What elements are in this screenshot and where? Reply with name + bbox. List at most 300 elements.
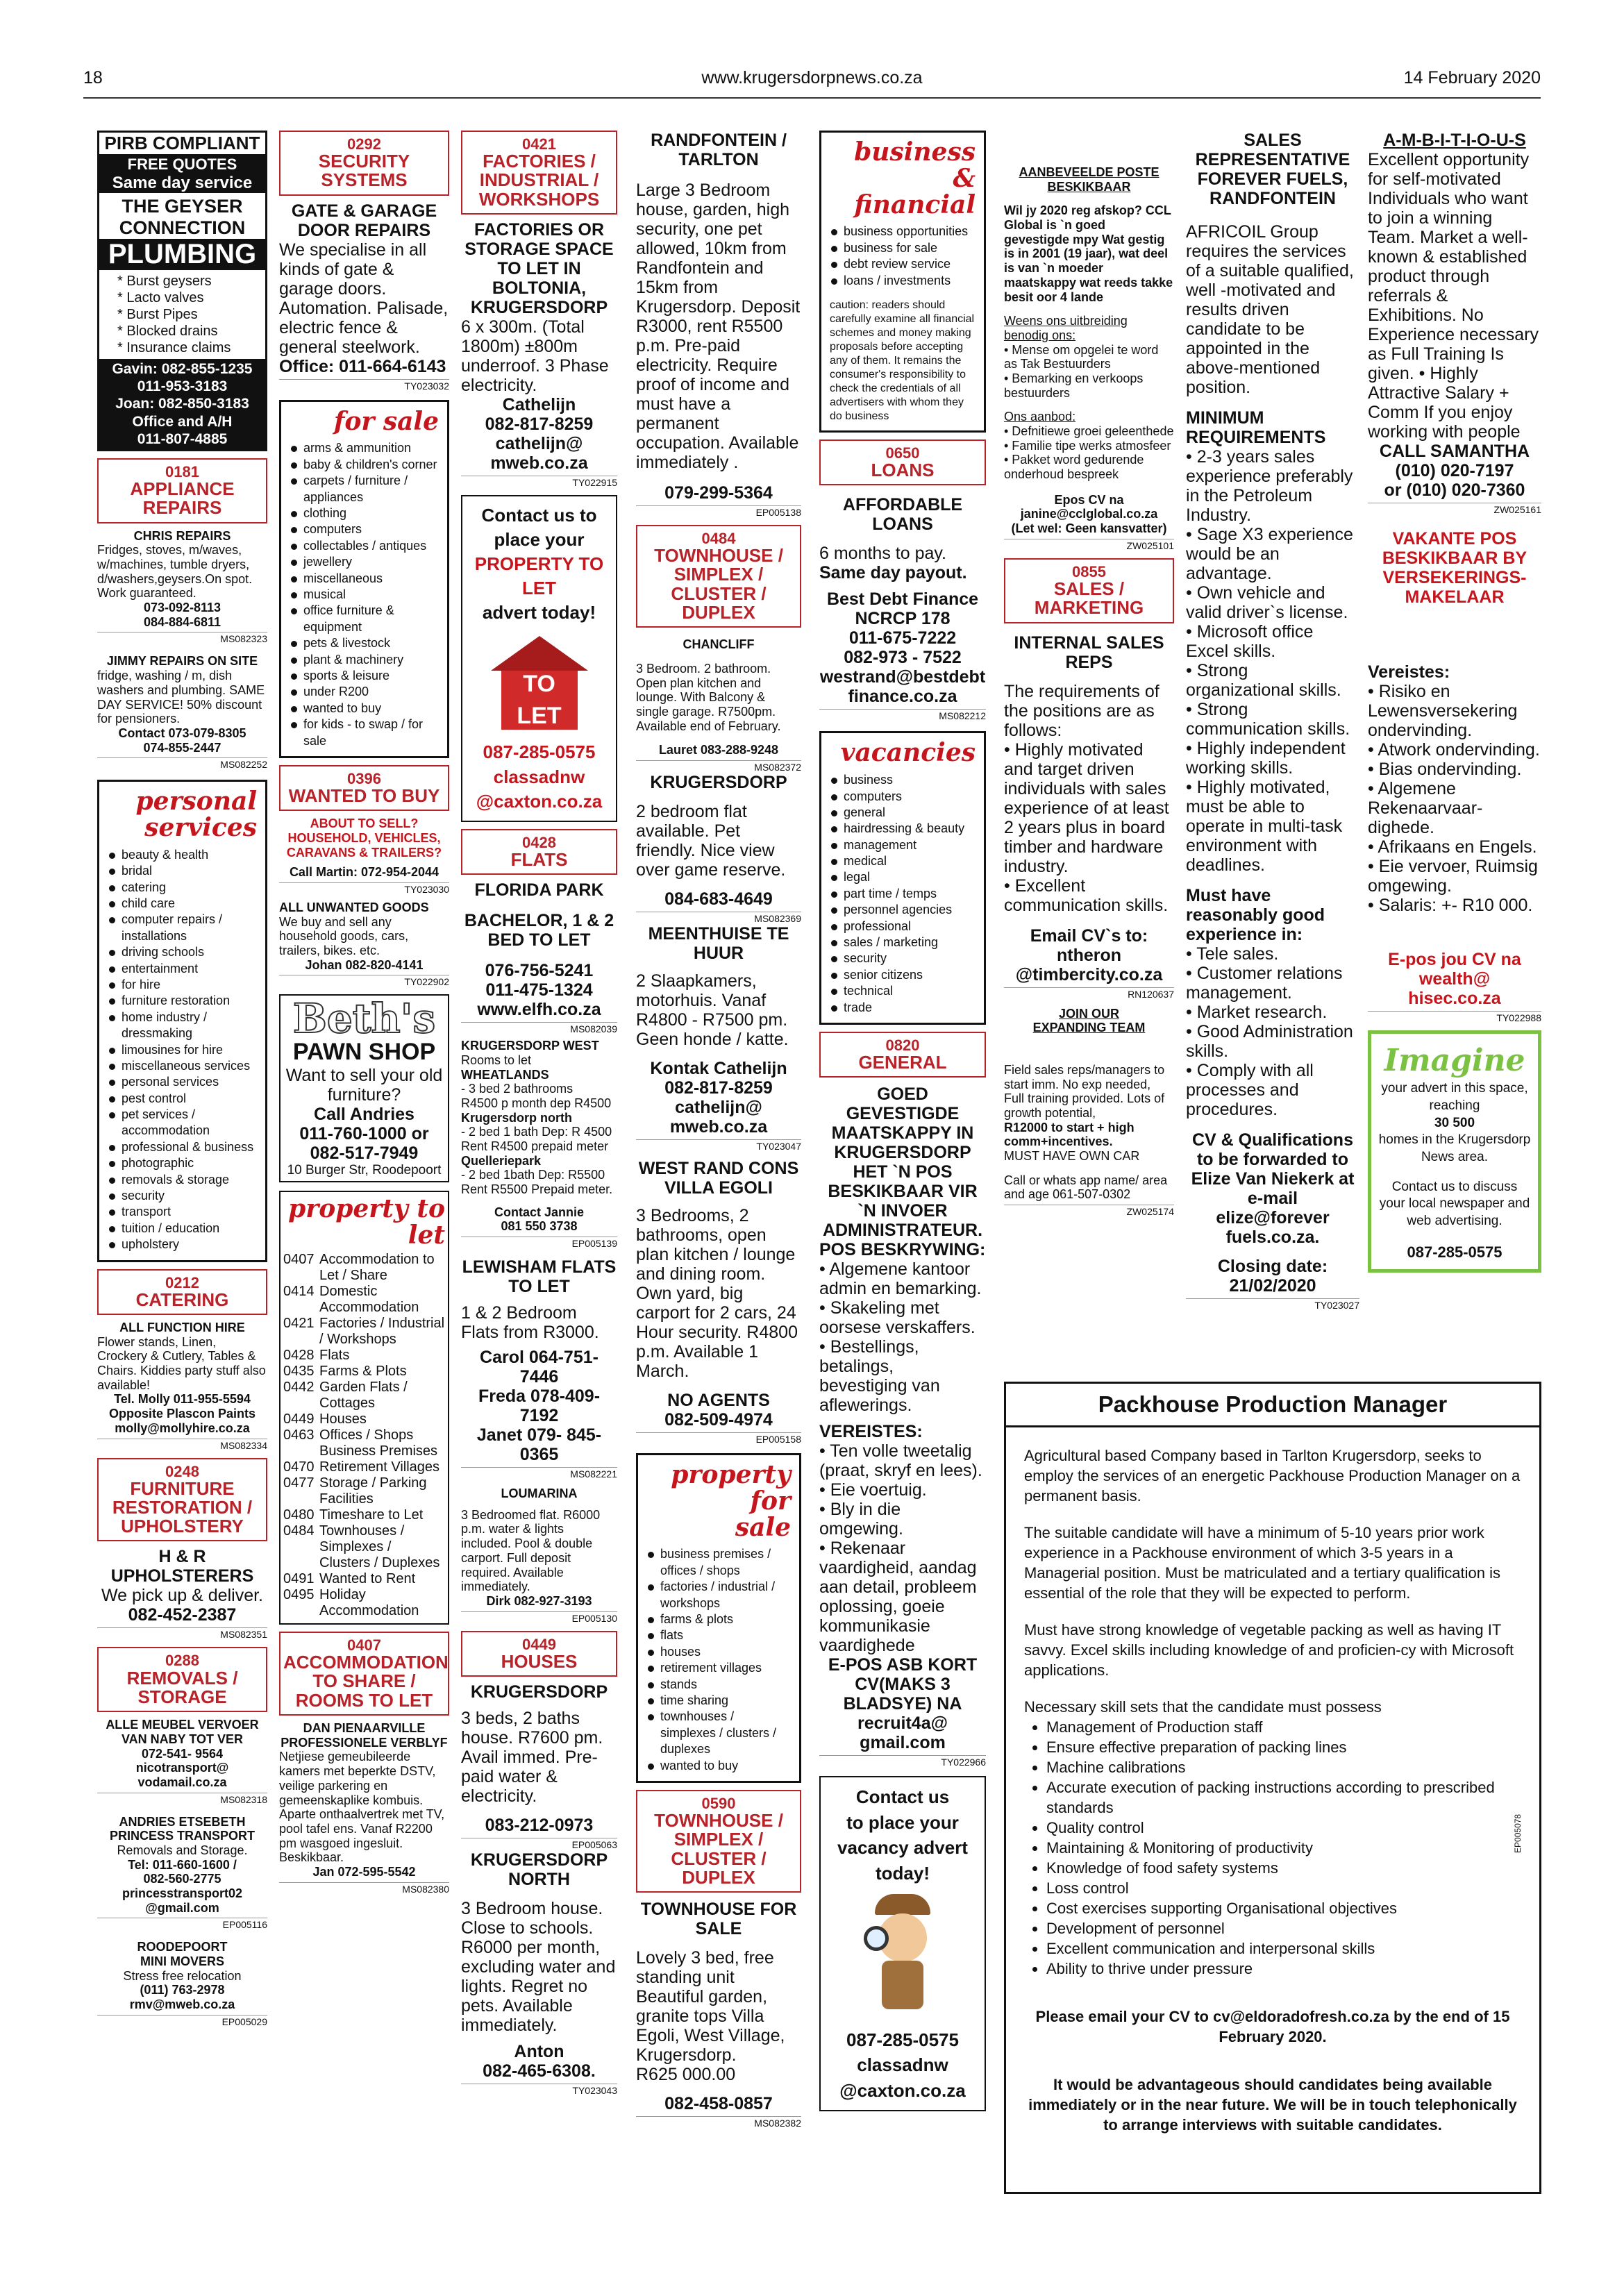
category-number: 0855 — [1072, 562, 1106, 580]
list-item[interactable]: business for sale — [830, 240, 976, 256]
property-to-let-item[interactable] — [283, 1348, 445, 1364]
list-item[interactable]: beauty & health — [108, 847, 257, 863]
ad-email[interactable]: vodamail.co.za — [137, 1775, 227, 1789]
ad-heading: MINIMUM REQUIREMENTS — [1186, 408, 1326, 447]
list-item[interactable]: business premises / offices / shops — [646, 1546, 791, 1579]
category-header — [1004, 558, 1174, 623]
ad-text: • Defnitiewe groei geleenthede — [1004, 424, 1174, 438]
ad-price: R625 000.00 — [636, 2065, 736, 2085]
ad-ref: MS082334 — [97, 1439, 267, 1451]
caution-text: caution: readers should carefully examine all financial schemes and money making proposals before accepting any of them. It remains the consumer's responsibility to check the credentials of all advertisers with whom they do business — [830, 299, 975, 422]
personal-services-box — [97, 780, 267, 1262]
ad-text: Agricultural based Company based in Tarlton Krugersdorp, seeks to employ the services of an energetic Packhouse Production Manager on a permanent basis. — [1024, 1446, 1521, 1505]
ad-text: 2 bedroom flat available. Pet friendly. Nice view over game reserve. — [636, 802, 786, 880]
list-item[interactable]: miscellaneous — [290, 571, 439, 587]
ad-ref: MS082372 — [636, 760, 801, 773]
property-to-let-item[interactable] — [283, 1364, 445, 1380]
list-item[interactable]: catering — [108, 880, 257, 896]
list-item[interactable]: part time / temps — [830, 886, 976, 902]
list-item[interactable]: computers — [290, 521, 439, 537]
ad-email[interactable]: hisec.co.za — [1408, 989, 1501, 1008]
category-number: 0435 — [283, 1364, 315, 1380]
ad-text: - 3 bed 2 bathrooms — [461, 1082, 574, 1096]
category-number: 0650 — [885, 444, 920, 462]
property-for-sale-list — [646, 1546, 791, 1773]
ad-heading: JOIN OUR — [1058, 1006, 1119, 1021]
ad-heading: RANDFONTEIN / TARLTON — [651, 131, 787, 169]
ad-text: It would be advantageous should candidates being available immediately or in the near future. We will be in touch telephonically to arrange interviews with suitable candidates. — [1028, 2076, 1517, 2134]
ad-heading: ALL UNWANTED GOODS — [279, 900, 429, 915]
column-4 — [636, 131, 801, 2129]
list-item[interactable]: entertainment — [108, 961, 257, 977]
ad-text: fridge, washing / m, dish washers and plumbing. SAME DAY SERVICE! 50% discount for pensioners. — [97, 669, 265, 726]
ad-text: place your — [494, 529, 585, 551]
list-item[interactable]: musical — [290, 587, 439, 603]
ad-website[interactable]: www.elfh.co.za — [477, 1000, 601, 1020]
list-item[interactable]: computer repairs / installations — [108, 912, 257, 944]
property-to-let-item[interactable] — [283, 1316, 445, 1348]
ad-email[interactable]: cathelijn@ — [675, 1098, 762, 1118]
ad-text: E-pos jou CV na — [1388, 950, 1521, 969]
ad-text: 21/02/2020 — [1229, 1276, 1316, 1296]
ad-phone: 082-458-0857 — [664, 2094, 773, 2114]
list-item[interactable]: plant & machinery — [290, 652, 439, 668]
ad-ref: MS082039 — [461, 1022, 617, 1034]
ad-heading: Best Debt Finance NCRCP 178 — [826, 589, 979, 629]
ad-text: • Atwork ondervinding. — [1368, 740, 1540, 760]
list-item[interactable]: stands — [646, 1677, 791, 1693]
list-item[interactable]: baby & children's corner — [290, 457, 439, 473]
ad-contact: CALL SAMANTHA — [1379, 442, 1530, 461]
section-title: vacancies — [840, 738, 976, 768]
ad-text: • Ten volle tweetalig (praat, skryf en lees). — [819, 1441, 982, 1481]
ad-ref: MS082351 — [97, 1627, 267, 1640]
ad-contact: Anton — [514, 2041, 564, 2061]
list-item[interactable]: factories / industrial / workshops — [646, 1579, 791, 1611]
ad-text: • Own vehicle and valid driver`s license. — [1186, 583, 1348, 622]
category-label: Timeshare to Let — [319, 1507, 424, 1523]
list-item[interactable]: transport — [108, 1204, 257, 1220]
list-item[interactable]: upholstery — [108, 1237, 257, 1252]
ad-text: • Bemarking en verkoops bestuurders — [1004, 371, 1144, 400]
list-item[interactable]: jewellery — [290, 554, 439, 570]
category-title: TOWNHOUSE / SIMPLEX / CLUSTER / DUPLEX — [654, 545, 783, 623]
ad-heading: A-M-B-I-T-I-O-U-S — [1383, 131, 1526, 150]
ad-ref: EP005139 — [461, 1237, 617, 1249]
ad-address: 10 Burger Str, Roodepoort — [287, 1163, 442, 1178]
property-to-let-item[interactable] — [283, 1507, 445, 1523]
ad-heading: MEENTHUISE TE HUUR — [648, 924, 789, 964]
ad-phone: Call Martin: 072-954-2044 — [289, 865, 440, 880]
category-number: 0590 — [701, 1794, 736, 1812]
section-title: personal — [135, 787, 257, 816]
list-item[interactable]: limousines for hire — [108, 1042, 257, 1058]
property-to-let-item[interactable] — [283, 1380, 445, 1411]
ad-phone: 072-541- 9564 — [141, 1746, 224, 1761]
ad-heading: TOWNHOUSE FOR SALE — [640, 1900, 797, 1939]
ad-ref: MS082318 — [97, 1793, 267, 1805]
list-item[interactable]: personal services — [108, 1074, 257, 1090]
ad-email[interactable]: fuels.co.za. — [1225, 1227, 1320, 1247]
ad-ref: MS082212 — [819, 709, 986, 721]
category-number: 0495 — [283, 1587, 315, 1603]
plumbing-ad — [97, 131, 267, 451]
list-item[interactable]: technical — [830, 983, 976, 999]
ad-text: • Algemene Rekenaarvaar-dighede. — [1368, 779, 1483, 837]
list-item[interactable]: wanted to buy — [646, 1758, 791, 1774]
category-label: Garden Flats / Cottages — [319, 1380, 408, 1411]
list-item[interactable]: flats — [646, 1627, 791, 1643]
list-item[interactable]: houses — [646, 1644, 791, 1660]
list-item[interactable]: hairdressing & beauty — [830, 821, 976, 837]
ad-ref: EP005130 — [461, 1611, 617, 1624]
ad-phone: Johan 082-820-4141 — [305, 957, 424, 972]
ad-text: Rent R5500 Prepaid meter. — [461, 1182, 613, 1196]
ad-text: • Eie vervoer, Ruimsig omgewing. — [1368, 857, 1538, 896]
list-item[interactable]: child care — [108, 896, 257, 912]
ad-heading: KRUGERSDORP — [650, 773, 787, 793]
ad-phone: 082-452-2387 — [128, 1605, 237, 1625]
list-item[interactable]: trade — [830, 1000, 976, 1016]
list-item[interactable]: collectables / antiques — [290, 538, 439, 554]
list-item[interactable]: retirement villages — [646, 1660, 791, 1676]
ad-text: Opposite Plascon Paints — [108, 1407, 256, 1421]
business-financial-box — [819, 131, 986, 433]
category-header — [461, 1631, 617, 1677]
list-item[interactable]: security — [830, 950, 976, 966]
ad-ref: TY022988 — [1368, 1011, 1541, 1023]
ad-phone: Contact 073-079-8305 — [118, 726, 246, 740]
ad-text: Removals and Storage. — [117, 1843, 248, 1857]
list-item: * Lacto valves — [117, 290, 204, 305]
ad-text: 30 500 — [1434, 1115, 1475, 1130]
list-item[interactable]: personnel agencies — [830, 902, 976, 918]
ad-heading: MINI MOVERS — [140, 1954, 224, 1969]
ad-text: • Algemene kantoor admin en bemarking. — [819, 1259, 982, 1299]
pirb-title: PIRB COMPLIANT — [99, 133, 265, 156]
category-label: Holiday Accommodation — [319, 1587, 419, 1619]
ad-ref: MS082221 — [461, 1467, 617, 1480]
category-header — [97, 1269, 267, 1315]
category-header — [97, 1458, 267, 1542]
list-item[interactable]: computers — [830, 789, 976, 805]
list-item[interactable]: for hire — [108, 977, 257, 993]
list-item[interactable]: pets & livestock — [290, 635, 439, 651]
ad-text: 3 Bedrooms, 2 bathrooms, open plan kitchen / lounge and dining room. Own yard, big carport for 2 cars, 24 Hour security. R4800 p.m. Available 1 March. — [636, 1206, 798, 1382]
ad-phone: Call or whats app name/ area and age 061-507-0302 — [1004, 1173, 1168, 1202]
category-header — [636, 525, 801, 628]
ad-email[interactable]: classadnw — [493, 766, 585, 787]
contact-line: 011-953-3183 — [137, 378, 228, 395]
ad-phone: 082-973 - 7522 — [844, 648, 962, 668]
pawn-shop-title: PAWN SHOP — [292, 1039, 436, 1066]
ad-text: • Rekenaar vaardigheid, aandag aan detail, probleem oplossing, goeie kommunikasie vaardighede — [819, 1539, 977, 1656]
list-item: • Loss control — [1046, 1878, 1521, 1898]
ad-ref: EP005029 — [97, 2015, 267, 2027]
list-item[interactable]: general — [830, 805, 976, 821]
property-to-let-item[interactable] — [283, 1252, 445, 1284]
list-item[interactable]: tuition / education — [108, 1221, 257, 1237]
connection: CONNECTION — [119, 217, 246, 238]
section-title: property to — [288, 1194, 445, 1224]
contact-vacancy-ad — [819, 1776, 986, 2111]
ad-phone: (010) 020-7197 — [1395, 461, 1514, 480]
ad-phone: Janet 079- 845-0365 — [476, 1425, 602, 1465]
list-item[interactable]: business — [830, 772, 976, 788]
ad-text: 3 Bedroom. 2 bathroom. Open plan kitchen and lounge. With Balcony & single garage. R7500pm. Available end of February. — [636, 661, 781, 733]
list-item[interactable]: under R200 — [290, 684, 439, 700]
ad-text: • Bestellings, betalings, bevestiging van aflewerings. — [819, 1337, 940, 1416]
list-item[interactable]: security — [108, 1188, 257, 1204]
property-to-let-item[interactable] — [283, 1587, 445, 1619]
list-item[interactable]: management — [830, 837, 976, 853]
category-number: 0428 — [522, 833, 556, 851]
list-item[interactable]: medical — [830, 853, 976, 869]
property-to-let-item[interactable] — [283, 1459, 445, 1475]
ad-text: - 2 bed 1bath Dep: R5500 — [461, 1168, 605, 1182]
category-header — [97, 1647, 267, 1712]
ad-text: Netjiese gemeubileerde kamers met beperkte DSTV, veilige parkering en gemeenskaplike kombuis. Aparte onthaalvertrek met TV, pool tafel ens. Vanaf R2200 pm wasgoed ingesluit. Beskikbaar. — [279, 1750, 445, 1865]
property-to-let-item[interactable] — [283, 1427, 445, 1459]
ad-heading: ALL FUNCTION HIRE — [119, 1321, 245, 1334]
ad-text: Rooms to let — [461, 1053, 532, 1067]
list-item[interactable]: pest control — [108, 1091, 257, 1107]
ad-heading: UPHOLSTERERS — [110, 1566, 254, 1586]
list-item[interactable]: removals & storage — [108, 1172, 257, 1188]
property-to-let-item[interactable] — [283, 1284, 445, 1316]
section-title: property for — [671, 1460, 791, 1516]
category-number: 0820 — [885, 1037, 920, 1054]
ad-ref: ZW025174 — [1004, 1205, 1174, 1217]
category-label: Townhouses / Simplexes / Clusters / Duplexes — [319, 1523, 440, 1571]
property-to-let-item[interactable] — [283, 1571, 445, 1587]
property-to-let-box — [279, 1191, 449, 1625]
ad-heading: AANBEVEELDE POSTE BESKIKBAAR — [1019, 165, 1160, 194]
plumbing-list — [99, 270, 265, 359]
ad-text: 6 months to pay. — [819, 544, 946, 564]
section-title: services — [144, 813, 257, 843]
category-header — [819, 1032, 986, 1078]
ad-email[interactable]: recruit4a@ — [857, 1713, 948, 1734]
list-item[interactable]: furniture restoration — [108, 993, 257, 1009]
ad-email[interactable]: cathelijn@ — [495, 433, 583, 453]
ad-text: • Risiko en Lewensversekering ondervinding. — [1368, 682, 1518, 740]
for-sale-box — [279, 400, 449, 758]
list-item[interactable]: clothing — [290, 505, 439, 521]
ad-text: • Bly in die omgewing. — [819, 1500, 903, 1539]
ad-text: • Pakket word gedurende onderhoud bespreek — [1004, 453, 1144, 482]
ad-phone: Jan 072-595-5542 — [312, 1864, 416, 1879]
ad-phone: 079-299-5364 — [664, 483, 773, 503]
contact-property-ad — [461, 495, 617, 822]
list-item[interactable]: time sharing — [646, 1693, 791, 1709]
list-item[interactable]: sales / marketing — [830, 935, 976, 950]
ad-heading: H & R — [158, 1547, 206, 1567]
category-header — [461, 829, 617, 875]
ad-email[interactable]: @caxton.co.za — [839, 2079, 966, 2101]
contact-line: Joan: 082-850-3183 — [115, 396, 249, 412]
category-number: 0407 — [347, 1636, 381, 1654]
list-item[interactable]: farms & plots — [646, 1611, 791, 1627]
column-3 — [461, 131, 617, 2096]
category-number: 0449 — [283, 1411, 315, 1427]
ad-text: 3 Bedroom house. Close to schools. R6000 per month, excluding water and lights. Regret no pets. Available immediately. — [461, 1898, 616, 2035]
ad-email[interactable]: @gmail.com — [145, 1900, 219, 1915]
site-url[interactable]: www.krugersdorpnews.co.za — [701, 68, 923, 87]
ad-text: • Market research. — [1186, 1003, 1328, 1022]
ad-email[interactable]: rmv@mweb.co.za — [129, 1997, 235, 2012]
ad-text: vacancy advert — [837, 1837, 968, 1859]
list-item: • Accurate execution of packing instructions according to prescribed standards — [1046, 1777, 1521, 1818]
contact-line: Gavin: 082-855-1235 — [112, 361, 253, 377]
skills-list — [1046, 1717, 1521, 1979]
ad-text: Fridges, stoves, m/waves, w/machines, tumble dryers, d/washers,geysers.On spot. Work guaranteed. — [97, 543, 253, 601]
list-item[interactable]: professional & business — [108, 1139, 257, 1155]
list-item: • Ability to thrive under pressure — [1046, 1959, 1521, 1979]
ad-text: • Microsoft office Excel skills. — [1186, 622, 1314, 661]
category-number: 0484 — [701, 530, 736, 547]
category-label: Farms & Plots — [319, 1364, 407, 1380]
list-item[interactable]: townhouses / simplexes / clusters / duplexes — [646, 1709, 791, 1757]
column-6 — [1004, 131, 1174, 1217]
ad-text: Excellent opportunity for self-motivated Individuals who want to join a winning Team. Market a well-known & established product through referrals & Exhibitions. No Experience necessary as Full Training Is given. • Highly Attractive Salary + Comm If you enjoy working with people — [1368, 150, 1539, 442]
category-title: LOANS — [871, 460, 935, 481]
ad-text: • Excellent communication skills. — [1004, 875, 1169, 915]
ad-phone: 087-285-0575 — [1407, 1243, 1502, 1261]
ad-phone: 084-683-4649 — [664, 889, 773, 910]
property-to-let-item[interactable] — [283, 1411, 445, 1427]
ad-text: • Afrikaans en Engels. — [1368, 837, 1537, 857]
ad-email[interactable]: classadnw — [857, 2054, 948, 2076]
ad-text: We buy and sell any household goods, cars, trailers, bikes. etc. — [279, 914, 409, 958]
category-number: 0449 — [522, 1635, 556, 1653]
ad-heading: Vereistes: — [1368, 662, 1450, 682]
ad-ref: EP005078 — [1513, 1813, 1523, 1853]
category-label: Offices / Shops Business Premises — [319, 1427, 438, 1459]
list-item[interactable]: for kids - to swap / for sale — [290, 717, 439, 749]
ad-text: • Salaris: +- R10 000. — [1368, 896, 1533, 915]
ad-heading: GOED GEVESTIGDE MAATSKAPPY IN KRUGERSDORP HET `N POS BESKIKBAAR VIR `N INVOER ADMINISTRATEUR. — [822, 1084, 983, 1241]
ad-text: • Customer relations management. — [1186, 964, 1343, 1003]
category-number: 0181 — [165, 462, 199, 480]
list-item[interactable]: miscellaneous services — [108, 1058, 257, 1074]
ad-text: Contact us to discuss your local newspaper and web advertising. — [1379, 1179, 1530, 1228]
vacancies-list — [830, 772, 976, 1016]
list-item[interactable]: pet services / accommodation — [108, 1107, 257, 1139]
ad-email[interactable]: gmail.com — [860, 1733, 946, 1753]
ad-text: R4500 p month dep R4500 — [461, 1096, 612, 1110]
list-item[interactable]: wanted to buy — [290, 701, 439, 717]
property-to-let-list — [283, 1252, 445, 1619]
list-item: • Cost exercises supporting Organisational objectives — [1046, 1898, 1521, 1918]
list-item[interactable]: sports & leisure — [290, 668, 439, 684]
category-number: 0421 — [522, 135, 556, 153]
ad-email[interactable]: ntheron — [1056, 945, 1122, 965]
ad-text: Field sales reps/managers to start imm. No exp needed, Full training provided. Lots of growth potential, — [1004, 1062, 1165, 1120]
list-item[interactable]: driving schools — [108, 944, 257, 960]
ad-email[interactable]: wealth@ — [1418, 969, 1491, 989]
ad-text: Necessary skill sets that the candidate must possess — [1024, 1698, 1382, 1716]
list-item[interactable]: loans / investments — [830, 273, 976, 289]
list-item[interactable]: legal — [830, 869, 976, 885]
category-number: 0491 — [283, 1571, 315, 1587]
ad-text: • Highly motivated and target driven individuals with sales experience of at least 2 years plus in board timber and hardware industry. — [1004, 739, 1169, 876]
list-item[interactable]: office furniture & equipment — [290, 603, 439, 635]
property-to-let-item[interactable] — [283, 1523, 445, 1571]
category-number: 0428 — [283, 1348, 315, 1364]
list-item[interactable]: debt review service — [830, 256, 976, 272]
ad-email[interactable]: finance.co.za — [848, 687, 957, 707]
ad-text: • Strong communication skills. — [1186, 700, 1350, 739]
ad-ref: TY022915 — [461, 476, 617, 488]
ad-email[interactable]: nicotransport@ — [135, 1761, 229, 1775]
ad-ref: MS082380 — [279, 1882, 449, 1895]
column-7 — [1186, 131, 1359, 1311]
category-title: REMOVALS / STORAGE — [126, 1667, 238, 1707]
ad-text: Want to sell your old furniture? — [285, 1066, 443, 1105]
ad-phone: Lauret 083-288-9248 — [658, 743, 779, 757]
ad-email[interactable]: mweb.co.za — [669, 1117, 768, 1137]
ad-text: WHEATLANDS — [461, 1067, 549, 1082]
category-title: WANTED TO BUY — [288, 785, 440, 806]
ad-ref: MS082369 — [636, 912, 801, 924]
ad-email[interactable]: molly@mollyhire.co.za — [115, 1421, 250, 1435]
ad-email[interactable]: elize@forever — [1216, 1208, 1330, 1227]
category-label: Retirement Villages — [319, 1459, 440, 1475]
property-to-let-item[interactable] — [283, 1475, 445, 1507]
list-item[interactable]: home industry / dressmaking — [108, 1009, 257, 1042]
ad-text: (Let wel: Geen kansvatter) — [1011, 521, 1167, 536]
section-title: for sale — [333, 406, 439, 436]
ad-heading: VAKANTE POS BESKIKBAAR BY VERSEKERINGS-MAKELAAR — [1382, 529, 1527, 607]
list-item[interactable]: carpets / furniture / appliances — [290, 473, 439, 505]
ad-ref: TY023047 — [636, 1139, 801, 1152]
list-item[interactable]: professional — [830, 919, 976, 935]
ad-heading: FACTORIES OR STORAGE SPACE TO LET IN BOLTONIA, KRUGERSDORP — [464, 219, 614, 317]
category-number: 0470 — [283, 1459, 315, 1475]
beths-pawn-ad — [279, 994, 449, 1182]
category-label: Accommodation to Let / Share — [319, 1252, 435, 1284]
ad-email[interactable]: @caxton.co.za — [476, 790, 603, 812]
ad-email[interactable]: @timbercity.co.za — [1015, 964, 1163, 984]
ad-email[interactable]: princesstransport02 — [122, 1886, 243, 1901]
list-item[interactable]: photographic — [108, 1155, 257, 1171]
ad-heading: KRUGERSDORP — [470, 1682, 608, 1702]
ad-heading: FLORIDA PARK — [474, 880, 604, 900]
list-item[interactable]: bridal — [108, 863, 257, 879]
ad-text: • Bias ondervinding. — [1368, 760, 1522, 779]
ad-email[interactable]: westrand@bestdebt — [819, 667, 986, 687]
category-number: 0463 — [283, 1427, 315, 1443]
to-let-text: TO LET — [501, 671, 578, 730]
ad-phone: or (010) 020-7360 — [1384, 480, 1525, 500]
category-number: 0477 — [283, 1475, 315, 1491]
ad-email[interactable]: mweb.co.za — [490, 453, 588, 473]
ad-heading: LEWISHAM FLATS TO LET — [462, 1257, 617, 1297]
ad-text: We specialise in all kinds of gate & garage doors. Automation. Palisade, electric fence & general steelwork. — [279, 240, 449, 357]
ad-email[interactable]: janine@cclglobal.co.za — [1020, 507, 1158, 521]
category-header — [636, 1790, 801, 1893]
list-item[interactable]: business opportunities — [830, 224, 976, 240]
list-item: • Management of Production staff — [1046, 1717, 1521, 1737]
for-sale-list — [290, 440, 439, 748]
list-item: • Maintaining & Monitoring of productivity — [1046, 1838, 1521, 1858]
ad-ref: MS082252 — [97, 757, 267, 770]
ad-text: advert today! — [482, 602, 596, 623]
list-item[interactable]: arms & ammunition — [290, 440, 439, 456]
ad-heading: LOUMARINA — [501, 1486, 578, 1501]
list-item[interactable]: senior citizens — [830, 967, 976, 983]
